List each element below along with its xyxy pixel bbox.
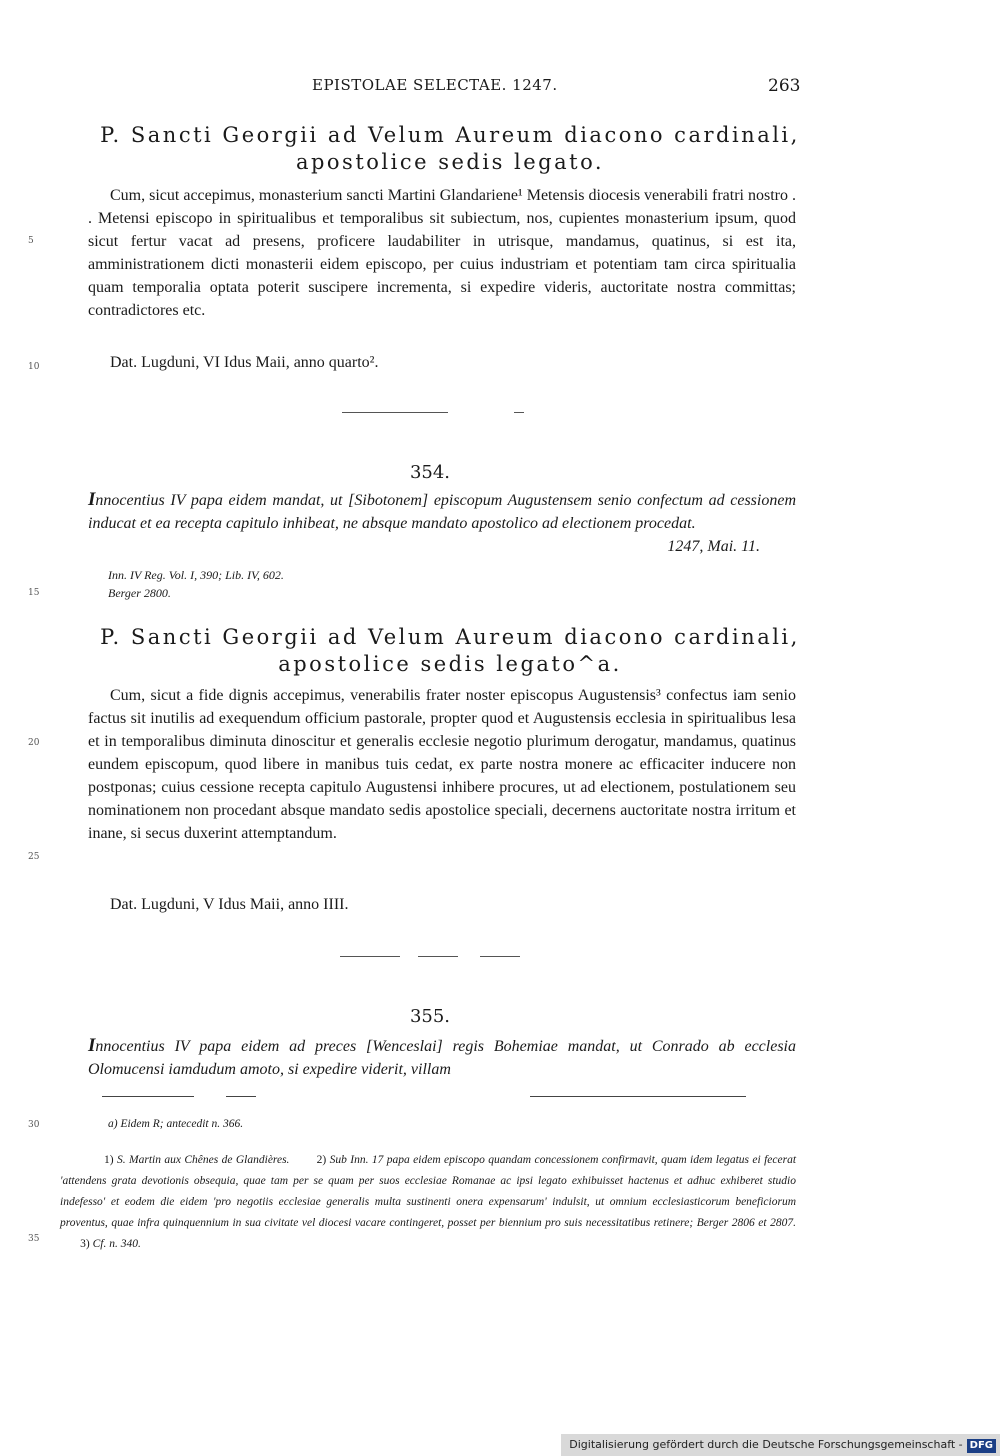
- margin-number: 15: [28, 588, 40, 598]
- margin-number: 35: [28, 1234, 40, 1244]
- doc354-source2: Berger 2800.: [108, 586, 171, 600]
- letter1-dat: Dat. Lugduni, VI Idus Maii, anno quarto².: [110, 354, 379, 371]
- letter1-body: [88, 184, 796, 322]
- doc354-regest-initial: I: [88, 489, 96, 510]
- margin-number: 25: [28, 852, 40, 862]
- doc354-address-line2: apostolice sedis legato^a.: [278, 652, 622, 676]
- running-head: EPISTOLAE SELECTAE. 1247.: [312, 76, 558, 94]
- section-separator: [480, 956, 520, 957]
- section-separator: [514, 412, 524, 413]
- section-separator: [418, 956, 458, 957]
- doc355-regest: [88, 1034, 796, 1081]
- section-separator: [340, 956, 400, 957]
- document-number-355: 355.: [409, 1006, 451, 1027]
- apparatus-rule: [102, 1096, 194, 1097]
- dfg-banner-text: Digitalisierung gefördert durch die Deutsche Forschungsgemeinschaft -: [569, 1438, 963, 1451]
- margin-number: 30: [28, 1120, 40, 1130]
- doc355-regest-text: nnocentius IV papa eidem ad preces [Wenceslai] regis Bohemiae mandat, ut Conrado ab ecclesia Olomucensi iamdudum amoto, si expedire viderit, villam: [88, 1038, 796, 1078]
- footnote-2-label: 2): [316, 1154, 327, 1166]
- footnote-1: S. Martin aux Chênes de Glandières.: [117, 1154, 290, 1166]
- footnote-1-label: 1): [104, 1154, 114, 1166]
- footnotes-block: [60, 1150, 796, 1255]
- footnote-a: a) Eidem R; antecedit n. 366.: [108, 1118, 244, 1130]
- doc354-regest: [88, 488, 796, 558]
- margin-number: 10: [28, 362, 40, 372]
- doc355-regest-initial: I: [88, 1035, 96, 1056]
- letter1-body-text: Cum, sicut accepimus, monasterium sancti Martini Glandariene¹ Metensis diocesis venerabili fratri nostro . . Metensi episcopo in spiritualibus et temporalibus sit subiectum, nos, cupientes monasterium ipsum, quod sicut fertur vacat ad presens, proficere laudabiliter in utrisque, mandamus, quatinus, si est ita, amministrationem dicti monasterii eidem episcopo, per cuius industriam et potentiam tam circa spiritualia quam temporalia optata poterit suscipere incrementa, si expedire videris, auctoritate nostra committas; contradictores etc.: [88, 187, 796, 319]
- margin-number: 5: [28, 236, 34, 246]
- doc354-address-line1: P. Sancti Georgii ad Velum Aureum diacono cardinali,: [100, 625, 800, 649]
- dfg-logo: DFG: [967, 1439, 996, 1453]
- apparatus-rule: [226, 1096, 256, 1097]
- doc354-body-text: Cum, sicut a fide dignis accepimus, venerabilis frater noster episcopus Augustensis³ confectus iam senio factus sit inutilis ad exequendum officium pastorale, propter quod et Augustensis ecclesia in spiritualibus lesa et in temporalibus diminuta dinoscitur et generalis ecclesie negotio plurimum derogatur, mandamus, quatinus eundem episcopum, quod libere in manibus tuis cedat, ex parte nostra monere ac efficaciter inducere non postponas; cuius cessione recepta capitulo Augustensi inhibere procures, ut ad electionem, postulationem seu nominationem non procedant absque mandato sedis apostolice speciali, decernens auctoritate nostra irritum et inane, si secus duxerint attemptandum.: [88, 687, 796, 842]
- section-separator: [342, 412, 448, 413]
- doc354-date: 1247, Mai. 11.: [667, 538, 760, 555]
- page-number: 263: [768, 76, 801, 96]
- doc354-source1: Inn. IV Reg. Vol. I, 390; Lib. IV, 602.: [108, 568, 284, 582]
- dfg-banner: [561, 1434, 1000, 1456]
- footnote-3: Cf. n. 340.: [92, 1238, 141, 1250]
- footnote-3-label: 3): [80, 1238, 90, 1250]
- apparatus-rule: [530, 1096, 746, 1097]
- footnote-2: Sub Inn. 17 papa eidem episcopo quandam concessionem confirmavit, quam idem legatus ei fecerat 'attendens grata devotionis obsequia, quae tam per se quam per suos ecclesiae Romanae ac ipsi legato exhibuisset hactenus et adhuc exhiberet studio indefesso' et eodem die eidem 'pro negotiis ecclesiae generalis multa sustinenti onera expensarum' indulsit, ut omnium ecclesiasticorum beneficiorum proventus, quae infra quinquennium in sua civitate vel diocesi vacare contingeret, posset per biennium pro suis necessitatibus retinere; Berger 2806 et 2807.: [60, 1154, 797, 1229]
- doc354-body: [88, 684, 796, 845]
- letter1-address-line2: apostolice sedis legato.: [295, 150, 605, 174]
- margin-number: 20: [28, 738, 40, 748]
- letter1-address-line1: P. Sancti Georgii ad Velum Aureum diacono cardinali,: [100, 123, 800, 147]
- doc354-dat: Dat. Lugduni, V Idus Maii, anno IIII.: [110, 896, 349, 913]
- doc354-regest-text: nnocentius IV papa eidem mandat, ut [Sibotonem] episcopum Augustensem senio confectum ad cessionem inducat et ea recepta capitulo inhibeat, ne absque mandato apostolico ad electionem procedat.: [88, 492, 796, 532]
- document-number-354: 354.: [409, 462, 451, 483]
